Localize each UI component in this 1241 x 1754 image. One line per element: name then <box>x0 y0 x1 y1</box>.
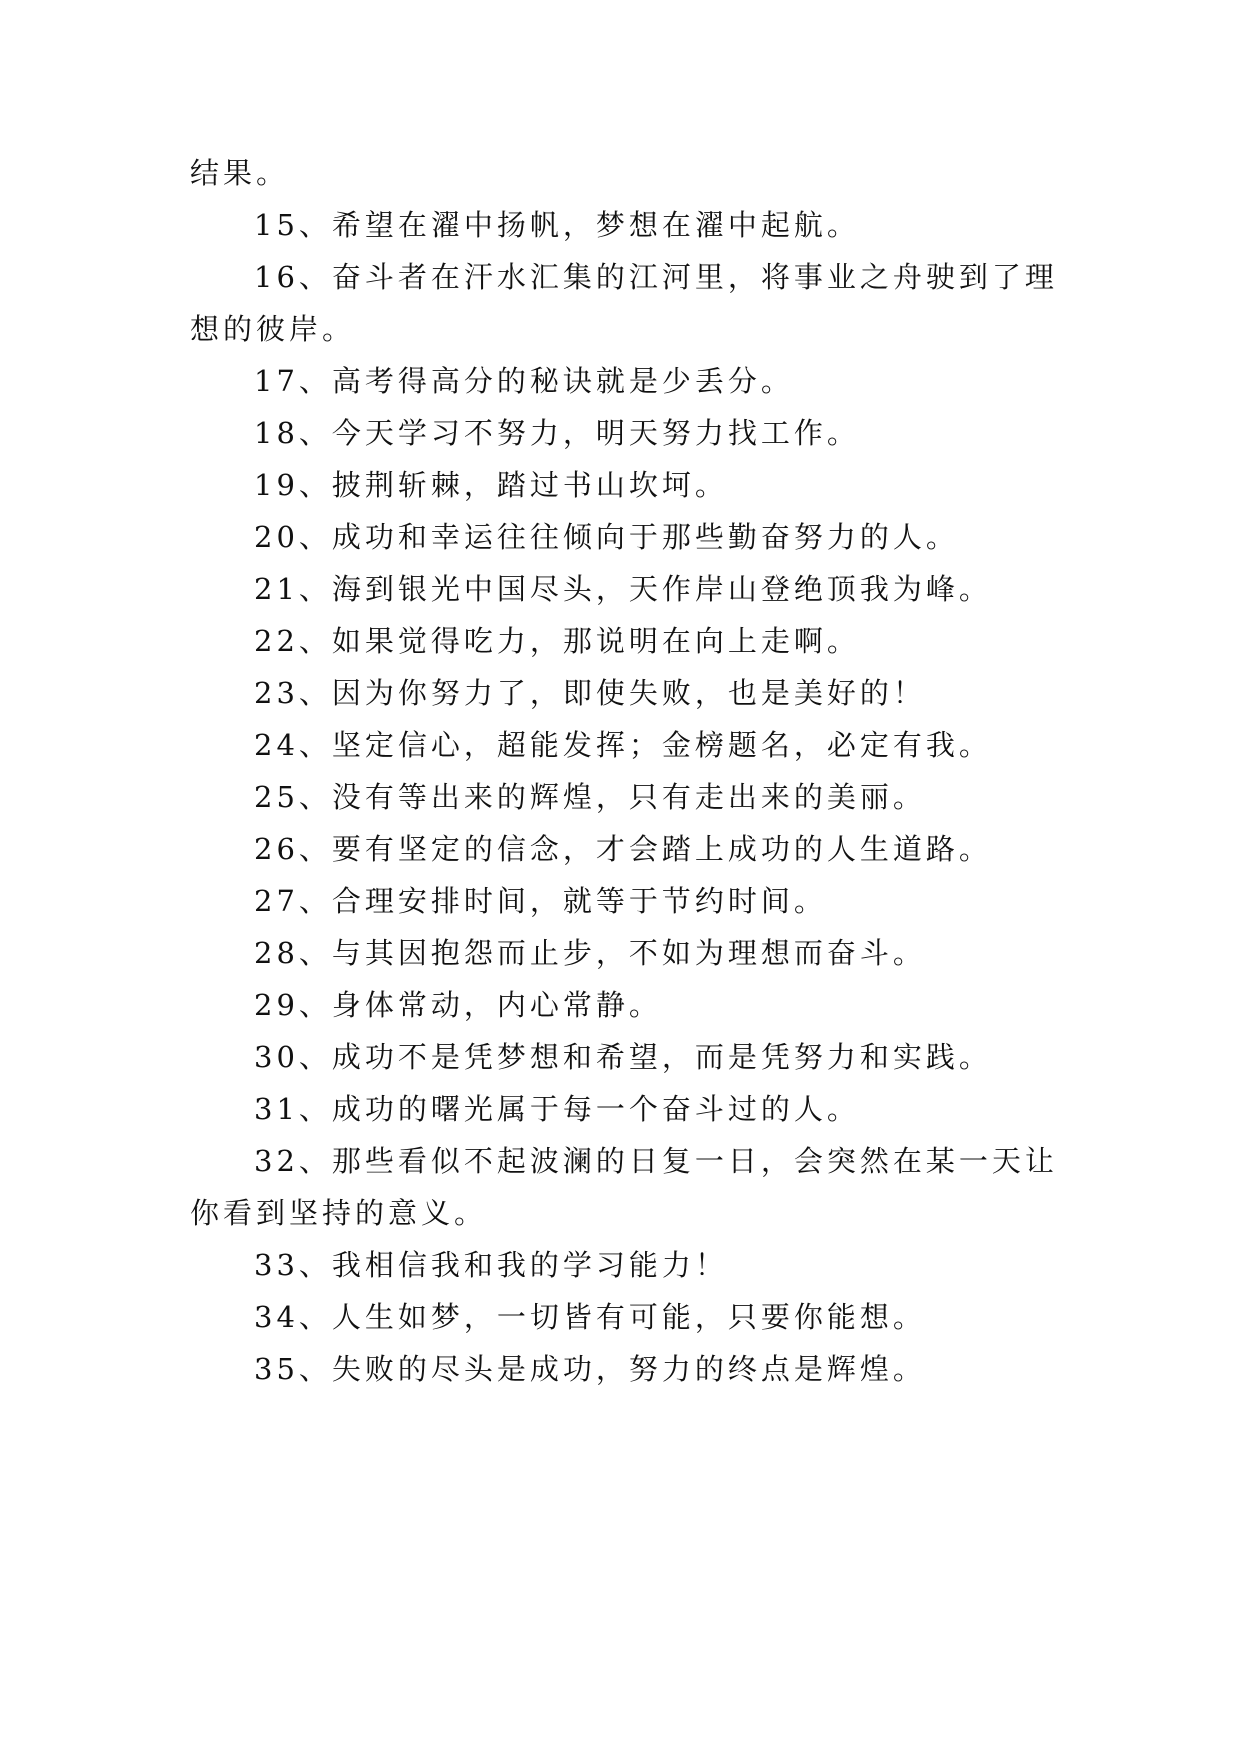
list-item-19: 19、披荆斩棘，踏过书山坎坷。 <box>254 468 728 502</box>
list-item-17: 17、高考得高分的秘诀就是少丢分。 <box>254 364 794 398</box>
list-item-35: 35、失败的尽头是成功，努力的终点是辉煌。 <box>254 1352 926 1386</box>
list-item-21: 21、海到银光中国尽头，天作岸山登绝顶我为峰。 <box>254 572 992 606</box>
list-item-16-continuation: 想的彼岸。 <box>190 312 356 346</box>
list-item-15: 15、希望在濯中扬帆，梦想在濯中起航。 <box>254 208 860 242</box>
list-item-28: 28、与其因抱怨而止步，不如为理想而奋斗。 <box>254 936 926 970</box>
list-item-30: 30、成功不是凭梦想和希望，而是凭努力和实践。 <box>254 1040 992 1074</box>
list-item-18: 18、今天学习不努力，明天努力找工作。 <box>254 416 860 450</box>
list-item-32: 32、那些看似不起波澜的日复一日，会突然在某一天让 <box>254 1144 1058 1178</box>
list-item-27: 27、合理安排时间，就等于节约时间。 <box>254 884 827 918</box>
paragraph-line: 结果。 <box>190 156 290 190</box>
list-item-16: 16、奋斗者在汗水汇集的江河里，将事业之舟驶到了理 <box>254 260 1058 294</box>
list-item-22: 22、如果觉得吃力，那说明在向上走啊。 <box>254 624 860 658</box>
list-item-24: 24、坚定信心，超能发挥；金榜题名，必定有我。 <box>254 728 992 762</box>
list-item-26: 26、要有坚定的信念，才会踏上成功的人生道路。 <box>254 832 992 866</box>
list-item-23: 23、因为你努力了，即使失败，也是美好的！ <box>254 676 926 710</box>
list-item-32-continuation: 你看到坚持的意义。 <box>190 1196 488 1230</box>
list-item-25: 25、没有等出来的辉煌，只有走出来的美丽。 <box>254 780 926 814</box>
list-item-33: 33、我相信我和我的学习能力！ <box>254 1248 728 1282</box>
list-item-20: 20、成功和幸运往往倾向于那些勤奋努力的人。 <box>254 520 959 554</box>
list-item-31: 31、成功的曙光属于每一个奋斗过的人。 <box>254 1092 860 1126</box>
list-item-34: 34、人生如梦，一切皆有可能，只要你能想。 <box>254 1300 926 1334</box>
list-item-29: 29、身体常动，内心常静。 <box>254 988 662 1022</box>
